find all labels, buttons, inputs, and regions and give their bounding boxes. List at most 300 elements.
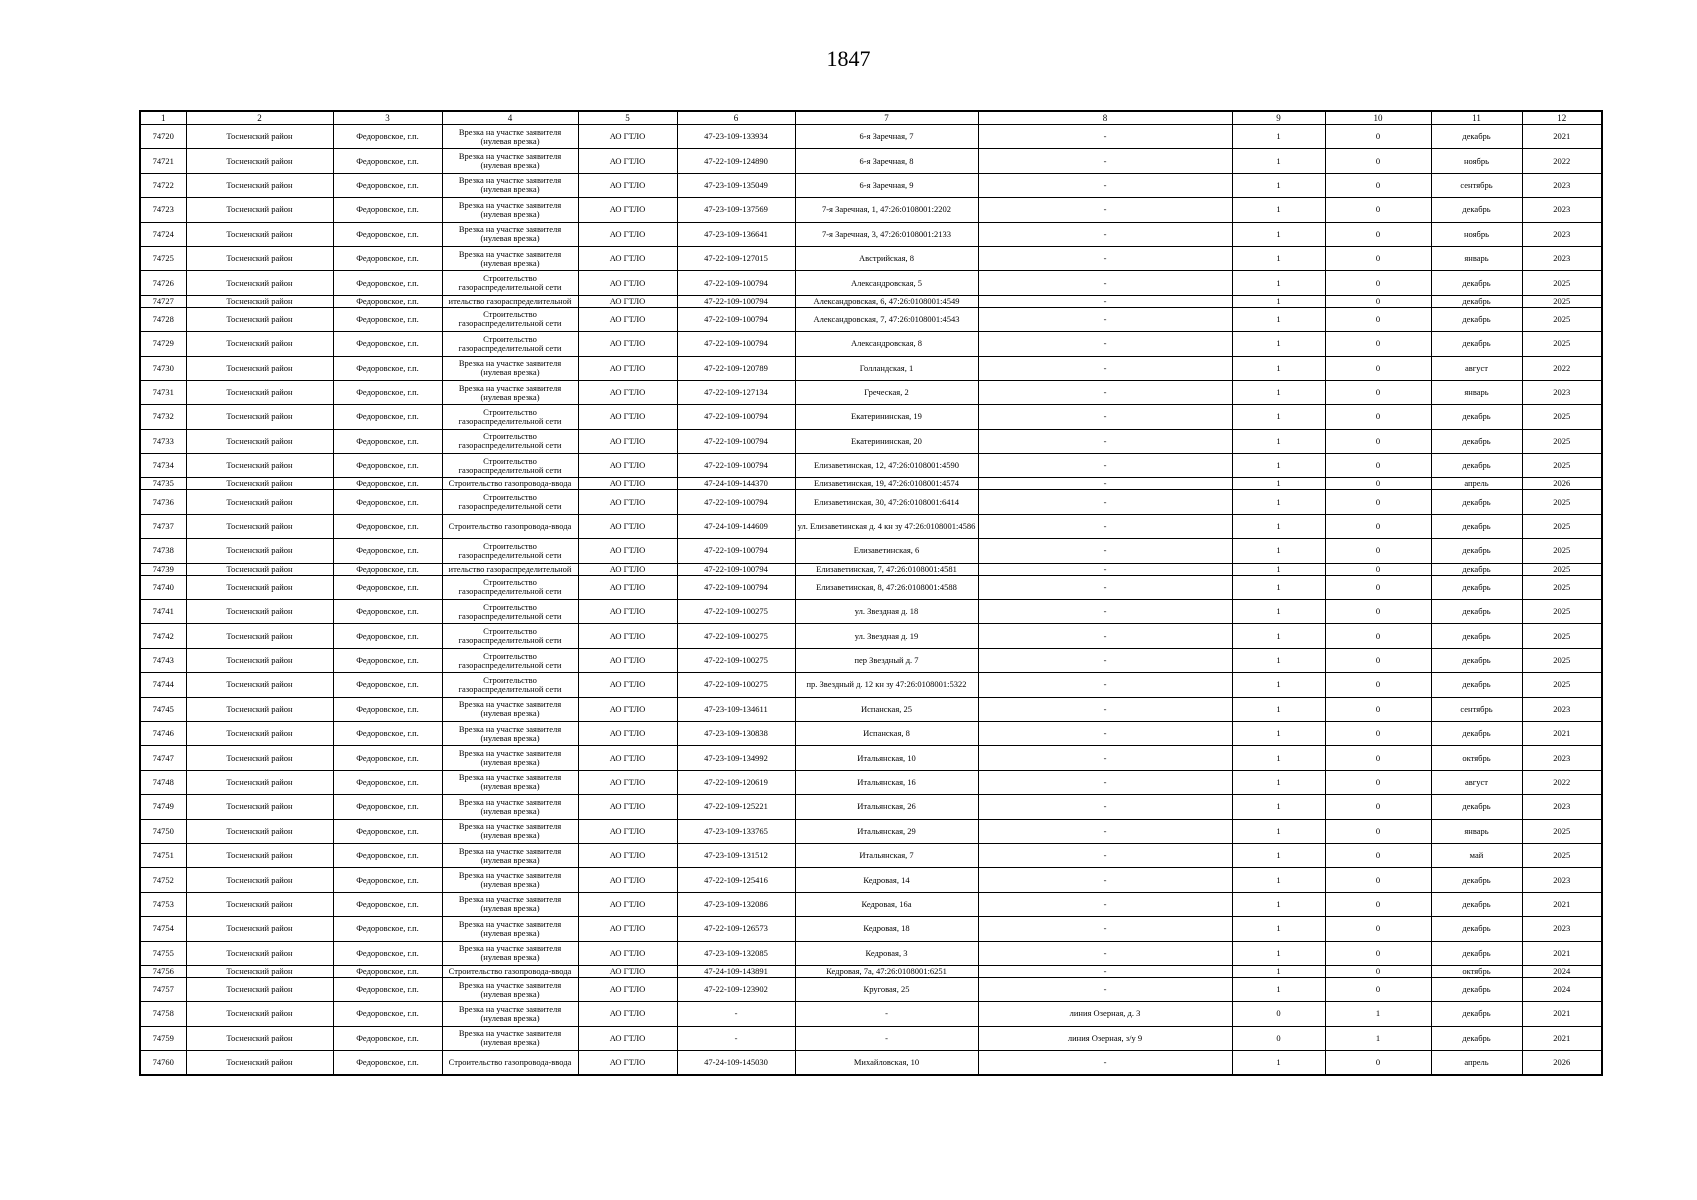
table-cell: 74730 xyxy=(140,356,186,380)
table-cell: 74755 xyxy=(140,941,186,965)
table-cell: АО ГТЛО xyxy=(578,514,677,538)
table-cell: АО ГТЛО xyxy=(578,819,677,843)
table-cell: 0 xyxy=(1325,673,1431,697)
table-cell: 2021 xyxy=(1522,721,1602,745)
table-cell: Тосненский район xyxy=(186,575,333,599)
table-cell: Врезка на участке заявителя (нулевая врезка) xyxy=(442,917,578,941)
table-cell: 0 xyxy=(1325,356,1431,380)
table-cell: январь xyxy=(1431,380,1522,404)
table-cell: Строительство газораспределительной сети xyxy=(442,600,578,624)
table-cell: 2025 xyxy=(1522,575,1602,599)
page-number: 1847 xyxy=(826,46,871,71)
table-cell: АО ГТЛО xyxy=(578,843,677,867)
table-cell: 0 xyxy=(1325,454,1431,478)
table-cell: 47-22-109-100794 xyxy=(677,490,795,514)
table-cell: 47-22-109-100794 xyxy=(677,429,795,453)
table-cell: Михайловская, 10 xyxy=(795,1051,978,1076)
table-cell: Врезка на участке заявителя (нулевая врезка) xyxy=(442,721,578,745)
table-cell: 7-я Заречная, 1, 47:26:0108001:2202 xyxy=(795,198,978,222)
table-cell: Федоровское, г.п. xyxy=(333,819,442,843)
table-cell: Врезка на участке заявителя (нулевая врезка) xyxy=(442,198,578,222)
table-cell: Федоровское, г.п. xyxy=(333,405,442,429)
table-cell: 74738 xyxy=(140,539,186,563)
table-cell: 1 xyxy=(1232,563,1325,575)
table-cell: 0 xyxy=(1325,490,1431,514)
table-cell: декабрь xyxy=(1431,125,1522,149)
table-cell: 47-24-109-143891 xyxy=(677,965,795,977)
table-cell: 1 xyxy=(1232,405,1325,429)
table-cell: АО ГТЛО xyxy=(578,271,677,295)
table-cell: - xyxy=(978,271,1232,295)
table-cell: 47-22-109-126573 xyxy=(677,917,795,941)
table-cell: АО ГТЛО xyxy=(578,892,677,916)
table-cell: 74735 xyxy=(140,478,186,490)
table-cell: 2021 xyxy=(1522,125,1602,149)
table-cell: 1 xyxy=(1232,624,1325,648)
table-cell: 74732 xyxy=(140,405,186,429)
table-cell: 74744 xyxy=(140,673,186,697)
table-row xyxy=(140,941,1602,965)
table-cell: Тосненский район xyxy=(186,173,333,197)
table-cell: 0 xyxy=(1325,173,1431,197)
table-cell: 47-23-109-132085 xyxy=(677,941,795,965)
table-cell: 0 xyxy=(1325,125,1431,149)
table-cell: Елизаветинская, 8, 47:26:0108001:4588 xyxy=(795,575,978,599)
table-row xyxy=(140,125,1602,149)
table-cell: - xyxy=(978,977,1232,1001)
table-cell: Тосненский район xyxy=(186,380,333,404)
table-cell: 47-23-109-130838 xyxy=(677,721,795,745)
table-cell: 0 xyxy=(1325,1051,1431,1076)
table-cell: АО ГТЛО xyxy=(578,624,677,648)
table-cell: Федоровское, г.п. xyxy=(333,514,442,538)
table-cell: 74726 xyxy=(140,271,186,295)
table-cell: Врезка на участке заявителя (нулевая врезка) xyxy=(442,380,578,404)
table-cell: - xyxy=(978,429,1232,453)
table-cell: 2025 xyxy=(1522,295,1602,307)
table-cell: - xyxy=(978,295,1232,307)
table-cell: - xyxy=(978,514,1232,538)
table-cell: - xyxy=(978,648,1232,672)
column-header: 4 xyxy=(442,111,578,125)
table-cell: 2025 xyxy=(1522,490,1602,514)
table-cell: декабрь xyxy=(1431,514,1522,538)
table-cell: - xyxy=(978,539,1232,563)
table-cell: Кедровая, 16а xyxy=(795,892,978,916)
table-cell: 1 xyxy=(1232,514,1325,538)
table-cell: Елизаветинская, 19, 47:26:0108001:4574 xyxy=(795,478,978,490)
column-header: 8 xyxy=(978,111,1232,125)
table-cell: Греческая, 2 xyxy=(795,380,978,404)
table-cell: 0 xyxy=(1325,770,1431,794)
table-cell: АО ГТЛО xyxy=(578,673,677,697)
table-cell: Врезка на участке заявителя (нулевая врезка) xyxy=(442,843,578,867)
table-cell: Врезка на участке заявителя (нулевая врезка) xyxy=(442,697,578,721)
table-cell: Врезка на участке заявителя (нулевая врезка) xyxy=(442,868,578,892)
table-cell: 1 xyxy=(1232,673,1325,697)
table-cell: 47-24-109-144370 xyxy=(677,478,795,490)
table-row xyxy=(140,868,1602,892)
table-cell: 47-23-109-131512 xyxy=(677,843,795,867)
table-cell: Врезка на участке заявителя (нулевая врезка) xyxy=(442,977,578,1001)
table-cell: Тосненский район xyxy=(186,917,333,941)
table-cell: АО ГТЛО xyxy=(578,125,677,149)
table-cell: сентябрь xyxy=(1431,173,1522,197)
table-row xyxy=(140,746,1602,770)
table-cell: - xyxy=(978,721,1232,745)
table-cell: октябрь xyxy=(1431,965,1522,977)
table-cell: ительство газораспределительной xyxy=(442,295,578,307)
table-cell: 2025 xyxy=(1522,307,1602,331)
table-cell: Тосненский район xyxy=(186,271,333,295)
table-cell: 1 xyxy=(1232,149,1325,173)
table-cell: Строительство газораспределительной сети xyxy=(442,405,578,429)
table-row xyxy=(140,1051,1602,1076)
table-cell: 2022 xyxy=(1522,356,1602,380)
table-cell: - xyxy=(978,575,1232,599)
table-cell: 47-22-109-100794 xyxy=(677,454,795,478)
table-cell: Федоровское, г.п. xyxy=(333,1026,442,1050)
table-cell: 74753 xyxy=(140,892,186,916)
table-cell: 2025 xyxy=(1522,539,1602,563)
table-cell: 1 xyxy=(1232,697,1325,721)
table-cell: Екатерининская, 20 xyxy=(795,429,978,453)
table-cell: 47-22-109-100794 xyxy=(677,563,795,575)
table-cell: 74743 xyxy=(140,648,186,672)
table-cell: 2026 xyxy=(1522,1051,1602,1076)
table-cell: Итальянская, 29 xyxy=(795,819,978,843)
table-cell: 1 xyxy=(1232,356,1325,380)
table-cell: Строительство газораспределительной сети xyxy=(442,307,578,331)
table-cell: 2024 xyxy=(1522,965,1602,977)
table-cell: Федоровское, г.п. xyxy=(333,721,442,745)
table-cell: 74757 xyxy=(140,977,186,1001)
table-cell: АО ГТЛО xyxy=(578,746,677,770)
table-cell: 74748 xyxy=(140,770,186,794)
table-cell: 1 xyxy=(1232,575,1325,599)
table-cell: Тосненский район xyxy=(186,198,333,222)
table-cell: 47-22-109-125416 xyxy=(677,868,795,892)
table-cell: 0 xyxy=(1325,222,1431,246)
table-cell: 1 xyxy=(1232,843,1325,867)
table-cell: АО ГТЛО xyxy=(578,795,677,819)
table-cell: Федоровское, г.п. xyxy=(333,892,442,916)
table-cell: 1 xyxy=(1325,1026,1431,1050)
table-cell: ноябрь xyxy=(1431,149,1522,173)
table-cell: Федоровское, г.п. xyxy=(333,965,442,977)
table-cell: Федоровское, г.п. xyxy=(333,222,442,246)
table-cell: АО ГТЛО xyxy=(578,1002,677,1026)
table-cell: АО ГТЛО xyxy=(578,770,677,794)
table-cell: 74751 xyxy=(140,843,186,867)
table-cell: Федоровское, г.п. xyxy=(333,295,442,307)
table-cell: ул. Звездная д. 19 xyxy=(795,624,978,648)
table-cell: - xyxy=(978,795,1232,819)
table-cell: Итальянская, 10 xyxy=(795,746,978,770)
table-cell: Строительство газораспределительной сети xyxy=(442,332,578,356)
table-cell: Врезка на участке заявителя (нулевая врезка) xyxy=(442,795,578,819)
table-cell: Федоровское, г.п. xyxy=(333,977,442,1001)
table-cell: декабрь xyxy=(1431,295,1522,307)
table-cell: 1 xyxy=(1232,868,1325,892)
table-cell: 2022 xyxy=(1522,770,1602,794)
table-cell: - xyxy=(978,563,1232,575)
table-cell: Строительство газопровода-ввода xyxy=(442,965,578,977)
table-cell: 1 xyxy=(1232,539,1325,563)
table-cell: октябрь xyxy=(1431,746,1522,770)
table-cell: - xyxy=(978,941,1232,965)
column-header: 7 xyxy=(795,111,978,125)
table-cell: декабрь xyxy=(1431,1026,1522,1050)
table-cell: Федоровское, г.п. xyxy=(333,149,442,173)
table-cell: 74750 xyxy=(140,819,186,843)
table-cell: декабрь xyxy=(1431,941,1522,965)
column-header: 9 xyxy=(1232,111,1325,125)
table-cell: Федоровское, г.п. xyxy=(333,1051,442,1076)
table-cell: 74720 xyxy=(140,125,186,149)
table-cell: август xyxy=(1431,770,1522,794)
table-cell: 74733 xyxy=(140,429,186,453)
table-cell: Тосненский район xyxy=(186,307,333,331)
table-cell: 47-22-109-100794 xyxy=(677,575,795,599)
table-row xyxy=(140,295,1602,307)
column-header: 10 xyxy=(1325,111,1431,125)
table-row xyxy=(140,795,1602,819)
table-cell: АО ГТЛО xyxy=(578,941,677,965)
table-cell: Строительство газораспределительной сети xyxy=(442,673,578,697)
table-cell: 1 xyxy=(1232,380,1325,404)
table-cell: май xyxy=(1431,843,1522,867)
table-row xyxy=(140,1002,1602,1026)
table-cell: 2023 xyxy=(1522,173,1602,197)
table-cell: пер Звездный д. 7 xyxy=(795,648,978,672)
column-header: 2 xyxy=(186,111,333,125)
table-cell: Федоровское, г.п. xyxy=(333,356,442,380)
column-header: 1 xyxy=(140,111,186,125)
table-cell: апрель xyxy=(1431,1051,1522,1076)
table-row xyxy=(140,697,1602,721)
table-cell: АО ГТЛО xyxy=(578,222,677,246)
table-cell: - xyxy=(978,965,1232,977)
column-header: 12 xyxy=(1522,111,1602,125)
table-cell: 74731 xyxy=(140,380,186,404)
table-cell: 47-24-109-145030 xyxy=(677,1051,795,1076)
table-cell: Федоровское, г.п. xyxy=(333,539,442,563)
table-cell: Врезка на участке заявителя (нулевая врезка) xyxy=(442,222,578,246)
table-row xyxy=(140,575,1602,599)
table-cell: Александровская, 8 xyxy=(795,332,978,356)
table-cell: апрель xyxy=(1431,478,1522,490)
table-cell: 74747 xyxy=(140,746,186,770)
table-cell: Федоровское, г.п. xyxy=(333,490,442,514)
table-cell: Кедровая, 3 xyxy=(795,941,978,965)
table-cell: 1 xyxy=(1232,941,1325,965)
table-cell: 47-22-109-100275 xyxy=(677,673,795,697)
table-cell: декабрь xyxy=(1431,977,1522,1001)
table-cell: 6-я Заречная, 8 xyxy=(795,149,978,173)
table-cell: Федоровское, г.п. xyxy=(333,125,442,149)
table-cell: Федоровское, г.п. xyxy=(333,770,442,794)
table-row xyxy=(140,246,1602,270)
table-cell: - xyxy=(978,746,1232,770)
table-cell: 74723 xyxy=(140,198,186,222)
table-cell: декабрь xyxy=(1431,563,1522,575)
table-cell: 2023 xyxy=(1522,246,1602,270)
table-cell: 47-23-109-137569 xyxy=(677,198,795,222)
table-row xyxy=(140,222,1602,246)
table-cell: линия Озерная, з/у 9 xyxy=(978,1026,1232,1050)
table-cell: декабрь xyxy=(1431,648,1522,672)
table-cell: 74760 xyxy=(140,1051,186,1076)
table-cell: 0 xyxy=(1325,819,1431,843)
table-cell: 74736 xyxy=(140,490,186,514)
table-cell: АО ГТЛО xyxy=(578,721,677,745)
table-cell: 0 xyxy=(1325,892,1431,916)
table-cell: декабрь xyxy=(1431,673,1522,697)
table-cell: 47-23-109-134611 xyxy=(677,697,795,721)
table-row xyxy=(140,843,1602,867)
table-cell: 47-22-109-100275 xyxy=(677,600,795,624)
table-cell: - xyxy=(978,1051,1232,1076)
table-cell: 2025 xyxy=(1522,600,1602,624)
table-cell: 2025 xyxy=(1522,405,1602,429)
table-cell: АО ГТЛО xyxy=(578,405,677,429)
table-cell: Тосненский район xyxy=(186,721,333,745)
table-row xyxy=(140,917,1602,941)
table-cell: - xyxy=(978,405,1232,429)
table-cell: 74742 xyxy=(140,624,186,648)
table-cell: 74740 xyxy=(140,575,186,599)
table-cell: Строительство газораспределительной сети xyxy=(442,454,578,478)
table-cell: 0 xyxy=(1325,977,1431,1001)
table-cell: 47-23-109-135049 xyxy=(677,173,795,197)
table-cell: 0 xyxy=(1325,965,1431,977)
table-cell: 0 xyxy=(1325,271,1431,295)
table-row xyxy=(140,198,1602,222)
table-cell: 1 xyxy=(1232,770,1325,794)
table-cell: 2021 xyxy=(1522,892,1602,916)
table-cell: Врезка на участке заявителя (нулевая врезка) xyxy=(442,892,578,916)
table-cell: 1 xyxy=(1232,600,1325,624)
table-cell: Итальянская, 26 xyxy=(795,795,978,819)
table-cell: - xyxy=(978,917,1232,941)
table-cell: пр. Звездный д. 12 кн зу 47:26:0108001:5322 xyxy=(795,673,978,697)
table-cell: 47-22-109-127134 xyxy=(677,380,795,404)
table-row xyxy=(140,149,1602,173)
table-cell: Кедровая, 7а, 47:26:0108001:6251 xyxy=(795,965,978,977)
table-cell: Тосненский район xyxy=(186,490,333,514)
table-cell: Федоровское, г.п. xyxy=(333,648,442,672)
table-cell: Врезка на участке заявителя (нулевая врезка) xyxy=(442,149,578,173)
table-cell: 0 xyxy=(1325,429,1431,453)
table-cell: 1 xyxy=(1232,490,1325,514)
column-header: 6 xyxy=(677,111,795,125)
table-cell: сентябрь xyxy=(1431,697,1522,721)
table-cell: 74749 xyxy=(140,795,186,819)
table-cell: 1 xyxy=(1232,198,1325,222)
table-cell: 47-22-109-127015 xyxy=(677,246,795,270)
table-cell: Федоровское, г.п. xyxy=(333,746,442,770)
table-cell: Федоровское, г.п. xyxy=(333,478,442,490)
table-cell: Тосненский район xyxy=(186,624,333,648)
table-cell: Федоровское, г.п. xyxy=(333,795,442,819)
table-cell: АО ГТЛО xyxy=(578,917,677,941)
table-row xyxy=(140,539,1602,563)
table-cell: декабрь xyxy=(1431,332,1522,356)
table-row xyxy=(140,563,1602,575)
table-cell: Федоровское, г.п. xyxy=(333,624,442,648)
table-cell: Тосненский район xyxy=(186,819,333,843)
table-cell: 0 xyxy=(1325,198,1431,222)
table-cell: 47-22-109-125221 xyxy=(677,795,795,819)
table-cell: 0 xyxy=(1325,478,1431,490)
table-cell: Федоровское, г.п. xyxy=(333,246,442,270)
table-cell: Федоровское, г.п. xyxy=(333,198,442,222)
table-cell: 47-23-109-136641 xyxy=(677,222,795,246)
table-cell: - xyxy=(978,125,1232,149)
table-cell: декабрь xyxy=(1431,429,1522,453)
table-cell: Федоровское, г.п. xyxy=(333,380,442,404)
table-row xyxy=(140,819,1602,843)
table-cell: Врезка на участке заявителя (нулевая врезка) xyxy=(442,246,578,270)
table-cell: Врезка на участке заявителя (нулевая врезка) xyxy=(442,173,578,197)
table-cell: 2023 xyxy=(1522,198,1602,222)
table-cell: 1 xyxy=(1325,1002,1431,1026)
table-cell: 74739 xyxy=(140,563,186,575)
table-row xyxy=(140,173,1602,197)
table-cell: 74727 xyxy=(140,295,186,307)
table-cell: 1 xyxy=(1232,271,1325,295)
header-row xyxy=(140,111,1602,125)
table-cell: - xyxy=(978,173,1232,197)
table-cell: 47-22-109-124890 xyxy=(677,149,795,173)
table-cell: Тосненский район xyxy=(186,697,333,721)
table-cell: - xyxy=(978,380,1232,404)
table-cell: Александровская, 7, 47:26:0108001:4543 xyxy=(795,307,978,331)
table-cell: АО ГТЛО xyxy=(578,478,677,490)
table-cell: Тосненский район xyxy=(186,746,333,770)
table-row xyxy=(140,429,1602,453)
table-cell: 1 xyxy=(1232,429,1325,453)
table-cell: ительство газораспределительной xyxy=(442,563,578,575)
table-cell: январь xyxy=(1431,819,1522,843)
table-row xyxy=(140,673,1602,697)
table-cell: Тосненский район xyxy=(186,1026,333,1050)
table-cell: Елизаветинская, 30, 47:26:0108001:6414 xyxy=(795,490,978,514)
table-cell: 2023 xyxy=(1522,746,1602,770)
table-cell: Федоровское, г.п. xyxy=(333,843,442,867)
table-cell: АО ГТЛО xyxy=(578,600,677,624)
table-cell: 2021 xyxy=(1522,1002,1602,1026)
table-cell: 74756 xyxy=(140,965,186,977)
table-cell: 47-22-109-100794 xyxy=(677,539,795,563)
table-row xyxy=(140,356,1602,380)
table-cell: 1 xyxy=(1232,892,1325,916)
table-cell: Строительство газопровода-ввода xyxy=(442,1051,578,1076)
table-row xyxy=(140,977,1602,1001)
table-cell: Федоровское, г.п. xyxy=(333,868,442,892)
table-cell: 47-22-109-100794 xyxy=(677,271,795,295)
table-cell: 0 xyxy=(1232,1002,1325,1026)
table-cell: - xyxy=(978,356,1232,380)
table-cell: Федоровское, г.п. xyxy=(333,941,442,965)
table-cell: Тосненский район xyxy=(186,429,333,453)
table-cell: Тосненский район xyxy=(186,1051,333,1076)
table-cell: 0 xyxy=(1325,332,1431,356)
table-cell: - xyxy=(677,1002,795,1026)
table-cell: 47-22-109-100794 xyxy=(677,295,795,307)
table-cell: АО ГТЛО xyxy=(578,380,677,404)
